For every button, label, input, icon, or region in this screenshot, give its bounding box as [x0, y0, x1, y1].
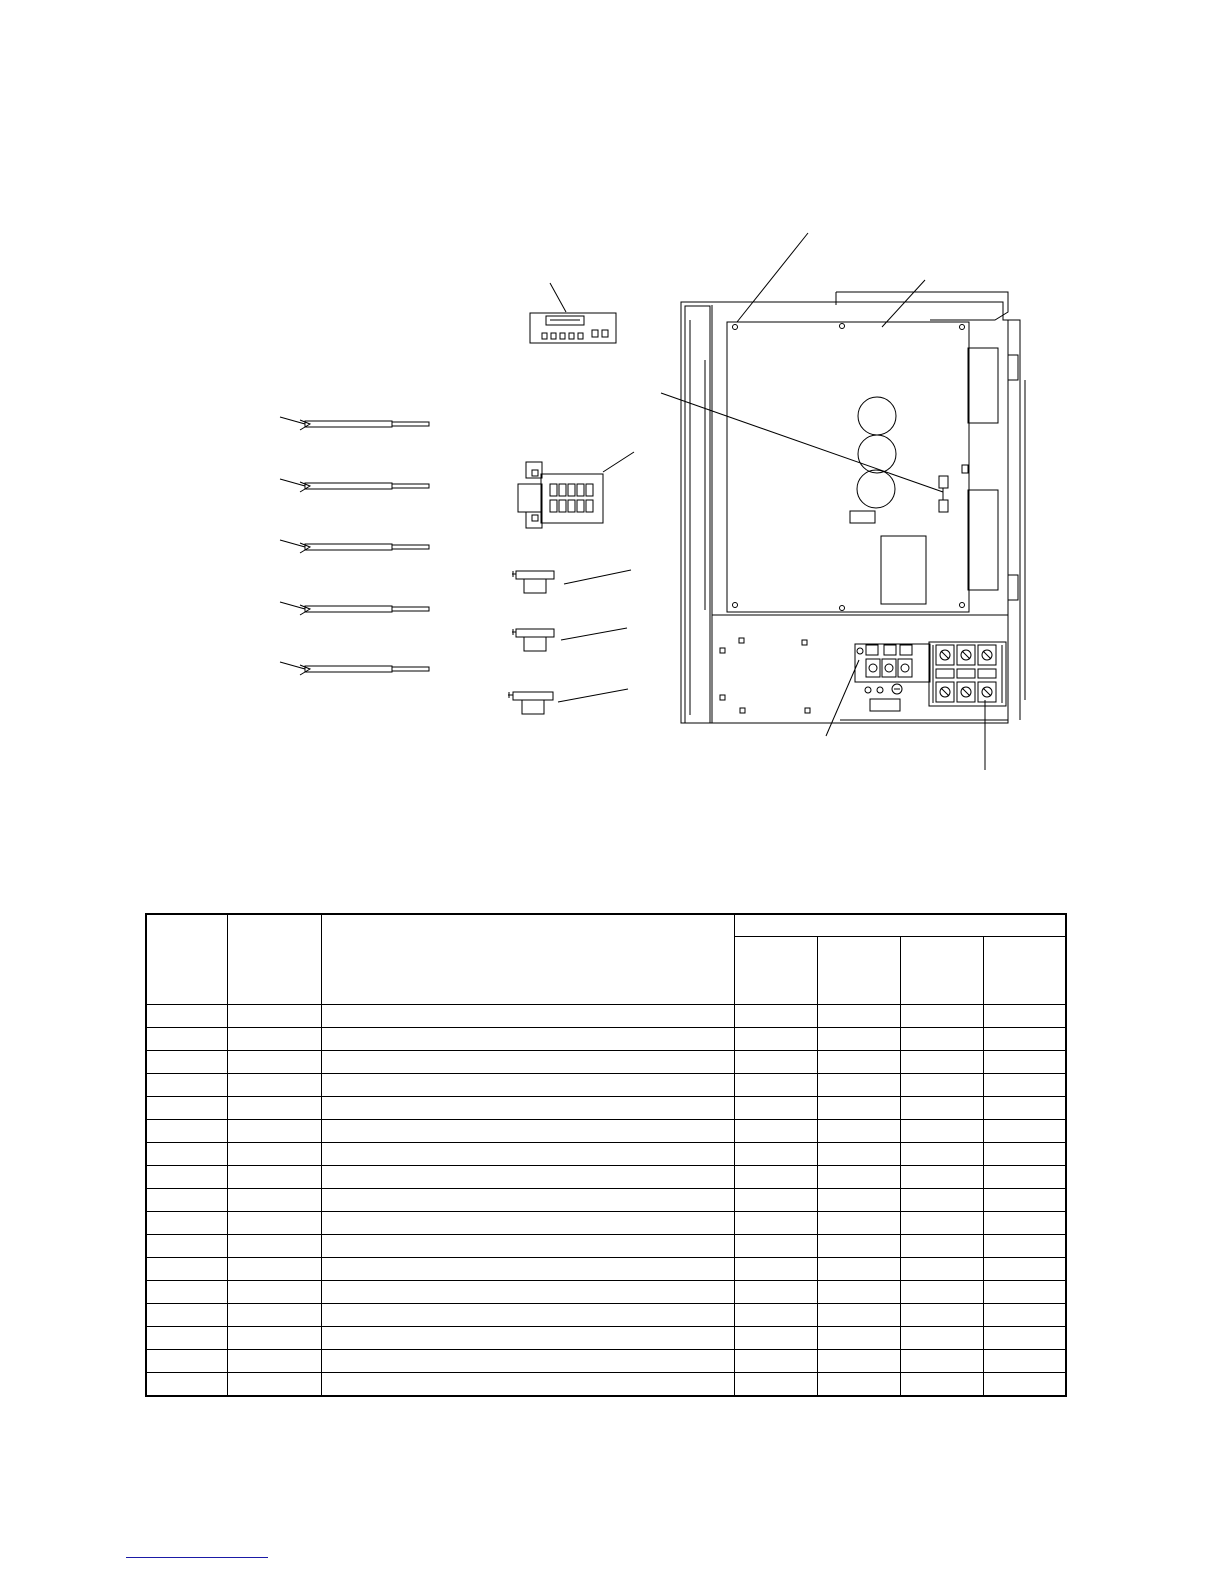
table-cell [734, 1234, 817, 1257]
table-cell [734, 1004, 817, 1027]
table-cell [900, 1211, 983, 1234]
table-cell [983, 1004, 1066, 1027]
table-cell [227, 1304, 321, 1327]
table-row [146, 1050, 1066, 1073]
table-cell [900, 1258, 983, 1281]
table-cell [900, 1350, 983, 1373]
terminal-block-small [826, 644, 930, 736]
wire-lead-5 [280, 662, 429, 675]
table-row [146, 1004, 1066, 1027]
table-cell [321, 1373, 734, 1396]
table-cell [227, 1050, 321, 1073]
table-row [146, 1234, 1066, 1257]
table-row [146, 1281, 1066, 1304]
wire-lead-4 [280, 602, 429, 615]
table-cell [900, 1165, 983, 1188]
table-cell [146, 1281, 227, 1304]
table-cell [983, 1373, 1066, 1396]
table-cell [983, 1211, 1066, 1234]
table-cell [321, 1142, 734, 1165]
table-cell [734, 1211, 817, 1234]
table-cell [817, 1119, 900, 1142]
table-cell [983, 1073, 1066, 1096]
table-cell [227, 1004, 321, 1027]
table-cell [227, 1096, 321, 1119]
table-cell [734, 1304, 817, 1327]
table-cell [321, 1327, 734, 1350]
table-cell [817, 1234, 900, 1257]
table-cell [321, 1004, 734, 1027]
table-cell [321, 1096, 734, 1119]
table-cell [817, 1350, 900, 1373]
table-cell [900, 1119, 983, 1142]
terminal-block-large [929, 642, 1006, 770]
table-cell [983, 1327, 1066, 1350]
small-connector-1 [512, 570, 631, 593]
table-cell [321, 1050, 734, 1073]
table-cell [817, 1073, 900, 1096]
table-cell [321, 1073, 734, 1096]
table-cell [227, 1373, 321, 1396]
electrical-box [681, 292, 1025, 723]
table-cell [817, 1096, 900, 1119]
header-cell-description [321, 914, 734, 1004]
table-cell [146, 1188, 227, 1211]
table-cell [146, 1119, 227, 1142]
table-cell [227, 1073, 321, 1096]
table-cell [734, 1165, 817, 1188]
table-cell [983, 1258, 1066, 1281]
table-cell [900, 1304, 983, 1327]
table-row [146, 1373, 1066, 1396]
table-cell [146, 1073, 227, 1096]
table-cell [321, 1350, 734, 1373]
table-cell [146, 1234, 227, 1257]
table-row [146, 1211, 1066, 1234]
table-cell [983, 1050, 1066, 1073]
table-cell [817, 1327, 900, 1350]
table-cell [734, 1258, 817, 1281]
table-cell [146, 1027, 227, 1050]
table-cell [321, 1165, 734, 1188]
table-cell [321, 1304, 734, 1327]
table-cell [734, 1142, 817, 1165]
table-cell [321, 1281, 734, 1304]
table-cell [227, 1350, 321, 1373]
table-row [146, 1304, 1066, 1327]
table-row [146, 1258, 1066, 1281]
table-cell [734, 1050, 817, 1073]
table-cell [817, 1050, 900, 1073]
table-cell [983, 1096, 1066, 1119]
table-row [146, 1165, 1066, 1188]
wire-lead-3 [280, 540, 429, 553]
table-cell [146, 1096, 227, 1119]
table-cell [227, 1188, 321, 1211]
table-cell [321, 1211, 734, 1234]
small-connector-2 [512, 628, 627, 651]
table-cell [146, 1304, 227, 1327]
wire-lead-1 [280, 417, 429, 430]
table-cell [900, 1373, 983, 1396]
table-cell [321, 1027, 734, 1050]
table-row [146, 1142, 1066, 1165]
table-cell [983, 1350, 1066, 1373]
table-cell [900, 1073, 983, 1096]
table-cell [146, 1165, 227, 1188]
table-body [146, 1004, 1066, 1396]
fuse [661, 393, 948, 512]
table-cell [817, 1373, 900, 1396]
table-cell [983, 1165, 1066, 1188]
table-cell [900, 1004, 983, 1027]
header-cell-model-1 [734, 936, 817, 1004]
table-cell [734, 1027, 817, 1050]
table-cell [146, 1211, 227, 1234]
table-cell [227, 1027, 321, 1050]
table-cell [227, 1142, 321, 1165]
header-cell-model-3 [900, 936, 983, 1004]
table-cell [227, 1258, 321, 1281]
header-cell-model-2 [817, 936, 900, 1004]
table-cell [734, 1327, 817, 1350]
table-cell [817, 1304, 900, 1327]
table-cell [146, 1327, 227, 1350]
table-row [146, 1350, 1066, 1373]
table-row [146, 1327, 1066, 1350]
table-cell [146, 1373, 227, 1396]
table-cell [734, 1281, 817, 1304]
table-cell [983, 1281, 1066, 1304]
relay-connector [518, 452, 634, 528]
table-row [146, 1188, 1066, 1211]
wire-lead-2 [280, 479, 429, 492]
table-cell [817, 1188, 900, 1211]
table-cell [817, 1258, 900, 1281]
header-cell-models [734, 914, 1066, 936]
header-cell-model-4 [983, 936, 1066, 1004]
table-row [146, 1073, 1066, 1096]
table-cell [146, 1258, 227, 1281]
table-cell [817, 1004, 900, 1027]
table-cell [227, 1281, 321, 1304]
pcb-connector [530, 283, 616, 343]
table-row [146, 1119, 1066, 1142]
parts-list-table [145, 913, 1067, 1397]
table-cell [900, 1027, 983, 1050]
table-cell [227, 1119, 321, 1142]
table-cell [900, 1050, 983, 1073]
table-cell [146, 1004, 227, 1027]
table-cell [900, 1096, 983, 1119]
table-cell [900, 1281, 983, 1304]
table-cell [321, 1119, 734, 1142]
table-cell [983, 1234, 1066, 1257]
table-cell [146, 1350, 227, 1373]
table-cell [734, 1073, 817, 1096]
header-cell-location [146, 914, 227, 1004]
table-header-row [146, 914, 1066, 936]
footer-rule [126, 1557, 268, 1558]
table-cell [321, 1258, 734, 1281]
table-cell [734, 1096, 817, 1119]
table-cell [734, 1373, 817, 1396]
table-cell [817, 1281, 900, 1304]
table-cell [817, 1027, 900, 1050]
table-cell [227, 1211, 321, 1234]
table-cell [146, 1142, 227, 1165]
small-connector-3 [508, 689, 628, 714]
table-cell [983, 1027, 1066, 1050]
control-pcb [727, 233, 998, 612]
table-row [146, 1096, 1066, 1119]
table-cell [734, 1188, 817, 1211]
table-cell [900, 1327, 983, 1350]
table-cell [900, 1142, 983, 1165]
table-cell [983, 1142, 1066, 1165]
table-cell [817, 1165, 900, 1188]
table-cell [817, 1211, 900, 1234]
table-cell [983, 1304, 1066, 1327]
table-cell [227, 1234, 321, 1257]
table-cell [227, 1327, 321, 1350]
table-row [146, 1027, 1066, 1050]
table-cell [983, 1188, 1066, 1211]
table-cell [734, 1119, 817, 1142]
table-cell [734, 1350, 817, 1373]
table-cell [321, 1234, 734, 1257]
table-cell [321, 1188, 734, 1211]
table-cell [227, 1165, 321, 1188]
table-cell [817, 1142, 900, 1165]
table-cell [900, 1234, 983, 1257]
table-cell [146, 1050, 227, 1073]
header-cell-part-number [227, 914, 321, 1004]
table-cell [900, 1188, 983, 1211]
table-cell [983, 1119, 1066, 1142]
